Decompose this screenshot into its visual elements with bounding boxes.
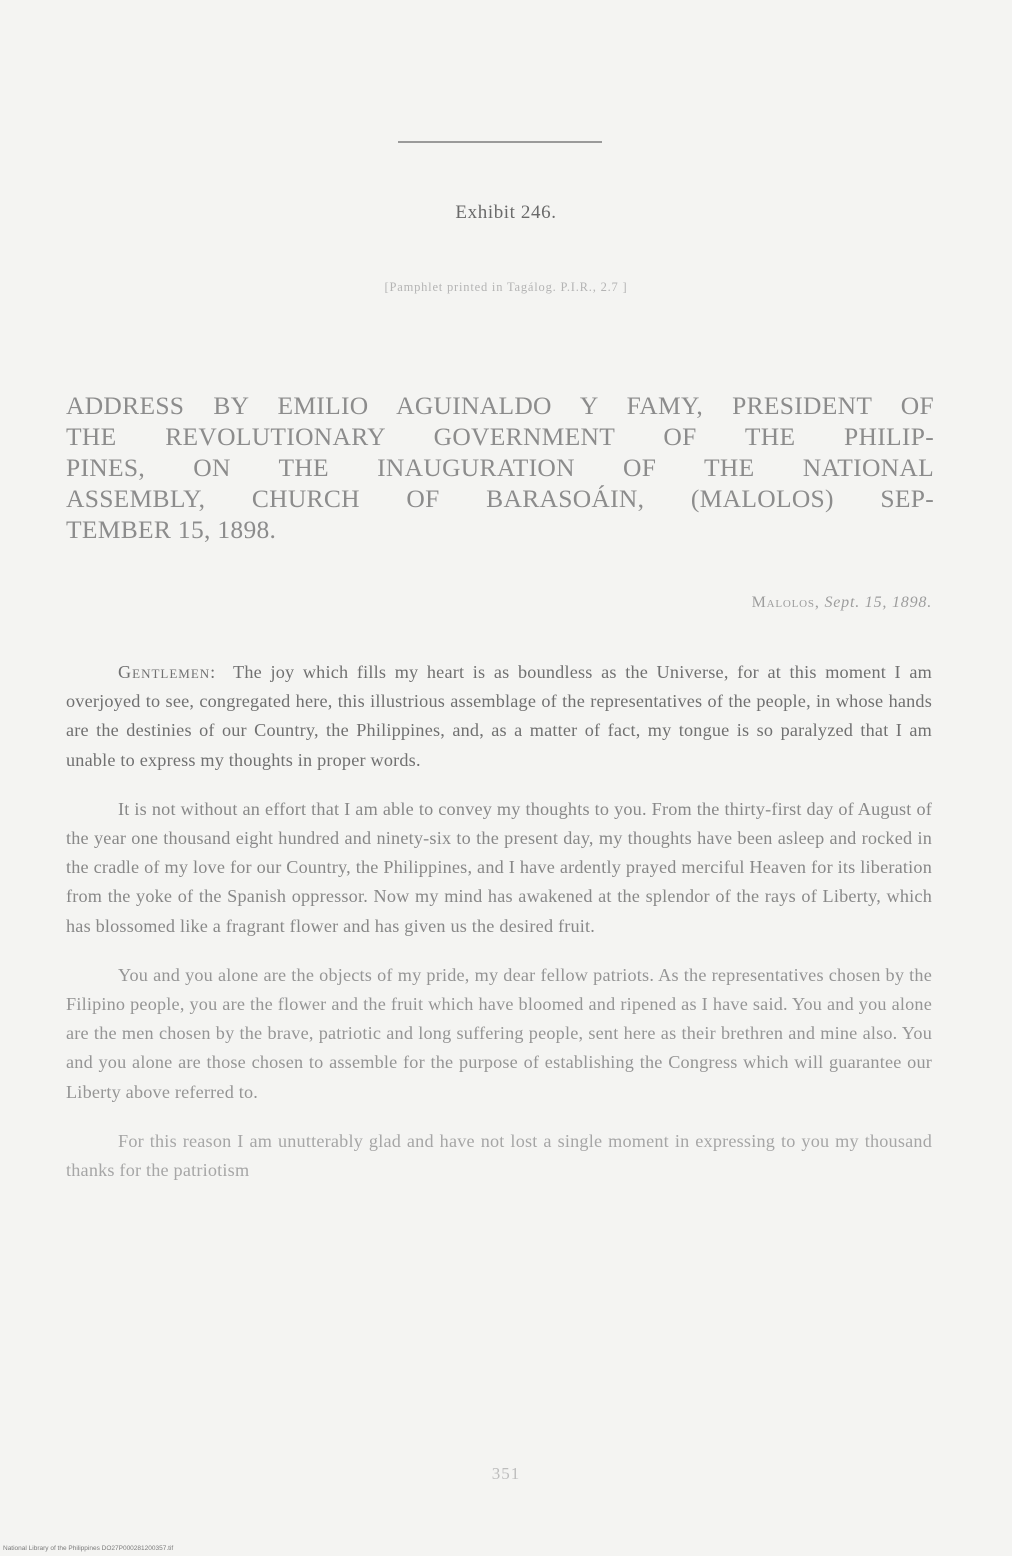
dateline-place: Malolos,: [751, 594, 820, 611]
dateline-date: Sept. 15, 1898.: [824, 594, 932, 611]
title-line: PINES, ON THE INAUGURATION OF THE NATIONAL: [66, 453, 934, 482]
paragraph-2: It is not without an effort that I am able to convey my thoughts to you. From the thirty-first day of August of the year one thousand eight hundred and ninety-six to the present day, my thoughts have been asleep and rocked in the cradle of my love for our Country, the Philippines, and I have ardently prayed merciful Heaven for its liberation from the yoke of the Spanish oppressor. Now my mind has awakened at the splendor of the rays of Liberty, which has blossomed like a fragrant flower and has given us the desired fruit.: [66, 798, 932, 936]
paragraph-1-text: The joy which fills my heart is as boundless as the Universe, for at this moment I am overjoyed to see, congregated here, this illustrious assemblage of the representatives of the people, in whose hands are the destinies of our Country, the Philippines, and, as a matter of fact, my tongue is so paralyzed that I am unable to express my thoughts in proper words.: [66, 662, 932, 770]
page-number: 351: [491, 1464, 521, 1483]
title-line: ASSEMBLY, CHURCH OF BARASOÁIN, (MALOLOS) SEP-: [66, 484, 934, 513]
exhibit-heading: Exhibit 246.: [455, 202, 557, 223]
paragraph-4: For this reason I am unutterably glad and have not lost a single moment in expressing to you my thousand thanks for the patriotism: [66, 1130, 932, 1181]
source-note: [Pamphlet printed in Tagálog. P.I.R., 2.7 ]: [384, 280, 628, 294]
scan-footer: National Library of the Philippines DO27P000281200357.tif: [3, 1545, 174, 1552]
salutation: Gentlemen:: [118, 662, 217, 682]
dateline: [752, 594, 932, 612]
paragraph-3: You and you alone are the objects of my pride, my dear fellow patriots. As the representatives chosen by the Filipino people, you are the flower and the fruit which have bloomed and ripened as I have said. You and you alone are the men chosen by the brave, patriotic and long suffering people, sent here as their brethren and mine also. You and you alone are those chosen to assemble for the purpose of establishing the Congress which will guarantee our Liberty above referred to.: [66, 964, 932, 1102]
title-line: THE REVOLUTIONARY GOVERNMENT OF THE PHILIP-: [66, 422, 934, 451]
title-line: ADDRESS BY EMILIO AGUINALDO Y FAMY, PRESIDENT OF: [66, 391, 934, 420]
paragraph-1: [66, 658, 932, 775]
document-title: [66, 390, 934, 545]
speech-body: [66, 658, 932, 1205]
top-rule: [398, 141, 602, 143]
title-line: TEMBER 15, 1898.: [66, 515, 277, 544]
